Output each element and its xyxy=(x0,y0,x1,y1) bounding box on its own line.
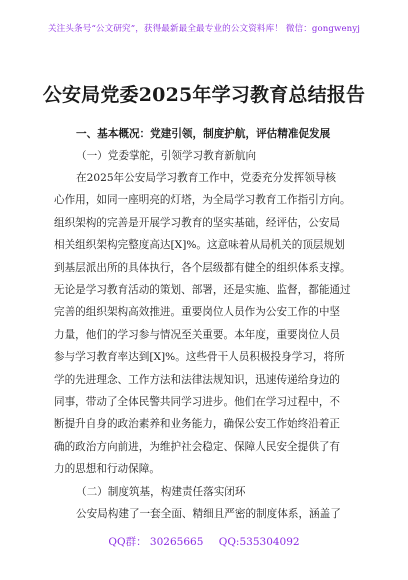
header-banner: 关注头条号“公文研究”，获得最新最全最专业的公文资料库！ 微信：gongwenyj xyxy=(47,24,361,34)
paragraph-line: 到基层派出所的具体执行，各个层级都有健全的组织体系支撑。 xyxy=(54,261,351,274)
subsection-heading-2: （二）制度筑基，构建责任落实闭环 xyxy=(76,485,246,498)
paragraph-line: 力量，他们的学习参与情况至关重要。本年度，重要岗位人员 xyxy=(54,328,341,341)
section-heading: 一、基本概况：党建引领，制度护航，评估精准促发展 xyxy=(76,128,331,140)
document-title: 公安局党委2025年学习教育总结报告 xyxy=(42,84,366,106)
paragraph-line: 在2025年公安局学习教育工作中，党委充分发挥领导核 xyxy=(76,172,337,184)
footer-qq-group: QQ群： 30265665 xyxy=(108,536,204,548)
paragraph-line: 参与学习教育率达到[X]%。这些骨干人员积极投身学习，将所 xyxy=(54,351,345,364)
paragraph-2 xyxy=(54,503,366,525)
paragraph-line: 心作用，如同一座明亮的灯塔，为全局学习教育工作指引方向。 xyxy=(54,194,351,207)
paragraph-line: 确的政治方向前进，为维护社会稳定、保障人民安全提供了有 xyxy=(54,440,341,453)
document-body xyxy=(54,124,366,525)
paragraph-1 xyxy=(54,167,366,481)
paragraph-line: 力的思想和行动保障。 xyxy=(54,463,160,476)
paragraph-line: 断提升自身的政治素养和业务能力，确保公安工作始终沿着正 xyxy=(54,418,341,431)
paragraph-line: 同事，带动了全体民警共同学习进步。他们在学习过程中，不 xyxy=(54,396,341,409)
paragraph-line: 组织架构的完善是开展学习教育的坚实基础，经评估，公安局 xyxy=(54,216,341,229)
footer-qq: QQ:535304092 xyxy=(218,536,300,548)
paragraph-line: 公安局构建了一套全面、精细且严密的制度体系，涵盖了 xyxy=(76,507,341,520)
footer-contact xyxy=(0,534,408,549)
paragraph-line: 无论是学习教育活动的策划、部署，还是实施、监督，都能通过 xyxy=(54,284,351,297)
paragraph-line: 学的先进理念、工作方法和法律法规知识，迅速传递给身边的 xyxy=(54,373,341,386)
paragraph-line: 相关组织架构完整度高达[X]%。这意味着从局机关的顶层规划 xyxy=(54,239,345,252)
paragraph-line: 完善的组织架构高效推进。重要岗位人员作为公安工作的中坚 xyxy=(54,306,341,319)
subsection-heading-1: （一）党委掌舵，引领学习教育新航向 xyxy=(76,150,257,162)
